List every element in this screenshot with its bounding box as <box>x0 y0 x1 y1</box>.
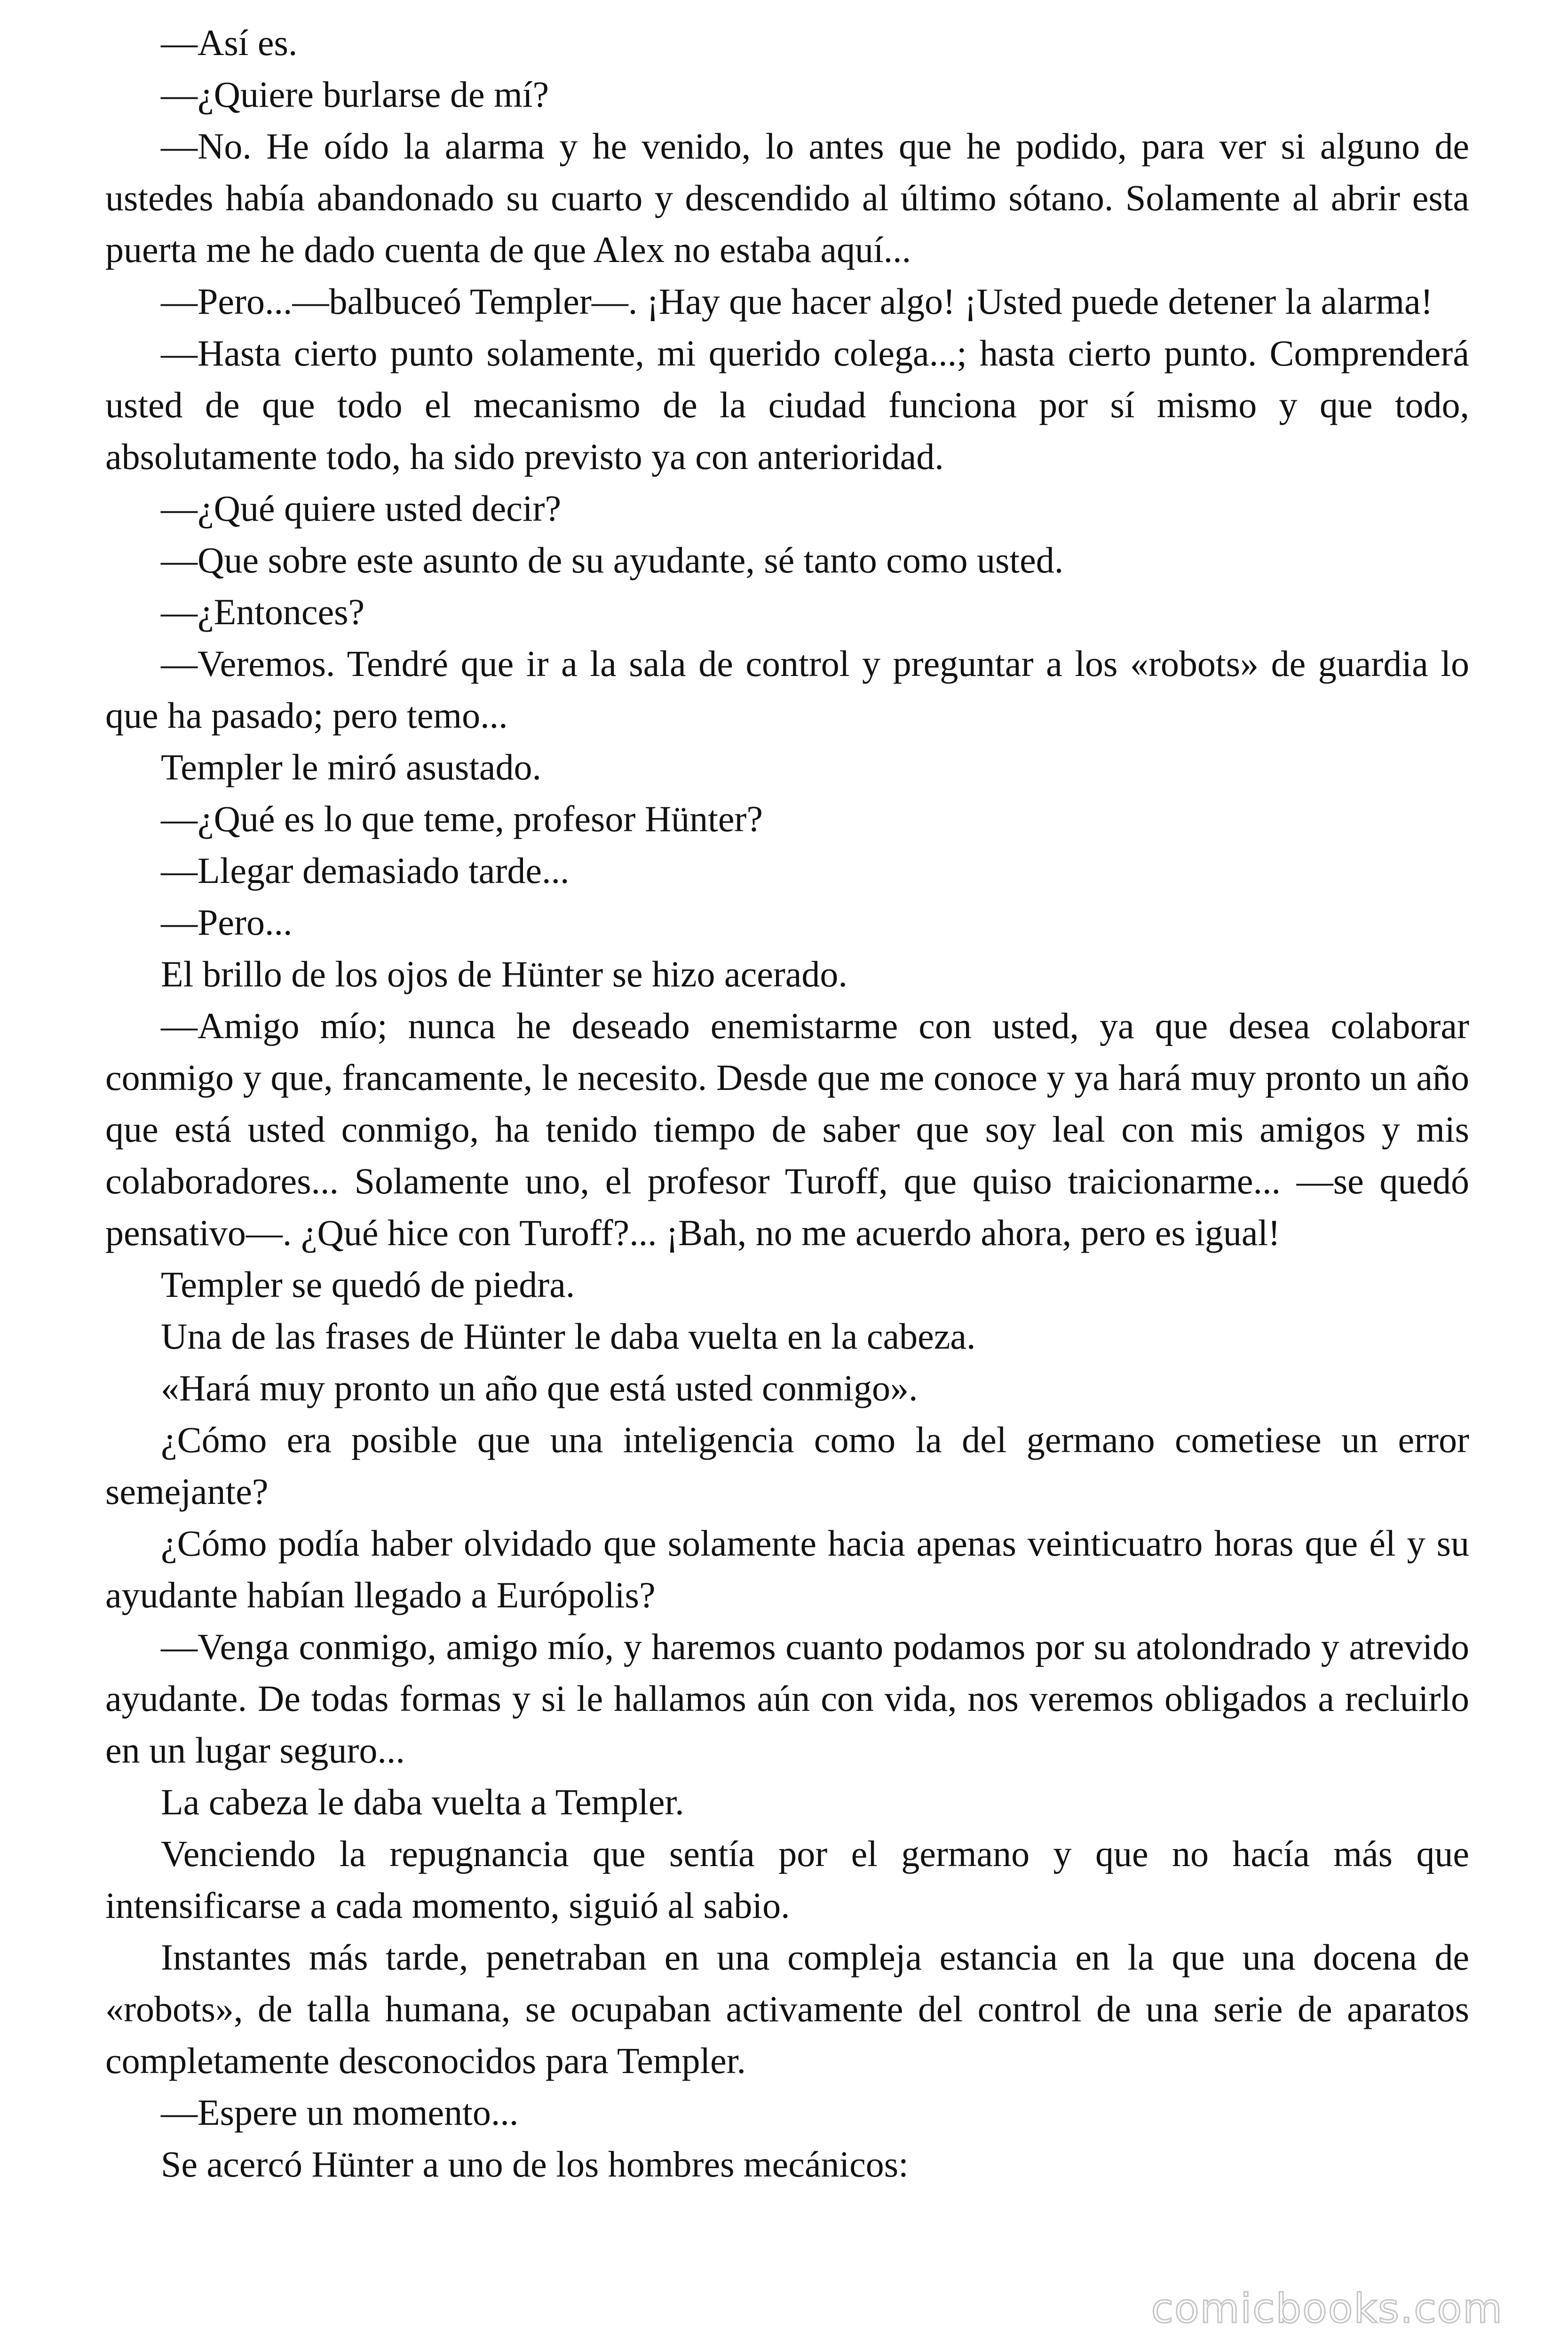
paragraph-24: Instantes más tarde, penetraban en una compleja estancia en la que una docena de «robots», de talla humana, se ocupaban activamente del control de una serie de aparatos completamente desconocidos para Templer. <box>105 1937 1469 2081</box>
paragraph-26: Se acercó Hünter a uno de los hombres mecánicos: <box>161 2144 909 2185</box>
paragraph-18: «Hará muy pronto un año que está usted conmigo». <box>161 1367 918 1408</box>
paragraph-15: —Amigo mío; nunca he deseado enemistarme con usted, ya que desea colaborar conmigo y que, francamente, le necesito. Desde que me conoce y ya hará muy pronto un año que está usted conmigo, ha tenido tiempo de saber que soy leal con mis amigos y mis colaboradores... Solamente uno, el profesor Turoff, que quiso traicionarme... —se quedó pensativo—. ¿Qué hice con Turoff?... ¡Bah, no me acuerdo ahora, pero es igual! <box>105 1005 1469 1253</box>
paragraph-7: —Que sobre este asunto de su ayudante, sé tanto como usted. <box>161 540 1064 580</box>
paragraph-9: —Veremos. Tendré que ir a la sala de control y preguntar a los «robots» de guardia lo que ha pasado; pero temo... <box>105 643 1469 736</box>
paragraph-2: —¿Quiere burlarse de mí? <box>161 74 549 115</box>
paragraph-23: Venciendo la repugnancia que sentía por el germano y que no hacía más que intensificarse a cada momento, siguió al sabio. <box>105 1833 1469 1926</box>
paragraph-13: —Pero... <box>161 902 293 943</box>
paragraph-25: —Espere un momento... <box>161 2092 519 2133</box>
paragraph-3: —No. He oído la alarma y he venido, lo antes que he podido, para ver si alguno de ustedes había abandonado su cuarto y descendido al último sótano. Solamente al abrir esta puerta me he dado cuenta de que Alex no estaba aquí... <box>105 126 1469 270</box>
paragraph-17: Una de las frases de Hünter le daba vuelta en la cabeza. <box>161 1316 976 1357</box>
paragraph-21: —Venga conmigo, amigo mío, y haremos cuanto podamos por su atolondrado y atrevido ayudante. De todas formas y si le hallamos aún con vida, nos veremos obligados a recluirlo en un lugar seguro... <box>105 1626 1469 1771</box>
paragraph-16: Templer se quedó de piedra. <box>161 1264 575 1305</box>
page-body-text <box>105 17 1469 2190</box>
paragraph-10: Templer le miró asustado. <box>161 747 541 787</box>
paragraph-19: ¿Cómo era posible que una inteligencia como la del germano cometiese un error semejante? <box>105 1419 1469 1512</box>
paragraph-5: —Hasta cierto punto solamente, mi querido colega...; hasta cierto punto. Comprenderá usted de que todo el mecanismo de la ciudad funciona por sí mismo y que todo, absolutamente todo, ha sido previsto ya con anterioridad. <box>105 333 1469 477</box>
paragraph-12: —Llegar demasiado tarde... <box>161 850 570 891</box>
paragraph-4: —Pero...—balbuceó Templer—. ¡Hay que hacer algo! ¡Usted puede detener la alarma! <box>161 281 1433 322</box>
watermark: comicbooks.com <box>1151 2285 1503 2332</box>
paragraph-8: —¿Entonces? <box>161 591 365 632</box>
paragraph-22: La cabeza le daba vuelta a Templer. <box>161 1781 684 1822</box>
paragraph-14: El brillo de los ojos de Hünter se hizo acerado. <box>161 954 847 994</box>
paragraph-11: —¿Qué es lo que teme, profesor Hünter? <box>161 798 763 839</box>
paragraph-6: —¿Qué quiere usted decir? <box>161 488 562 529</box>
paragraph-20: ¿Cómo podía haber olvidado que solamente hacia apenas veinticuatro horas que él y su ayudante habían llegado a Európolis? <box>105 1523 1469 1615</box>
paragraph-1: —Así es. <box>161 22 298 63</box>
